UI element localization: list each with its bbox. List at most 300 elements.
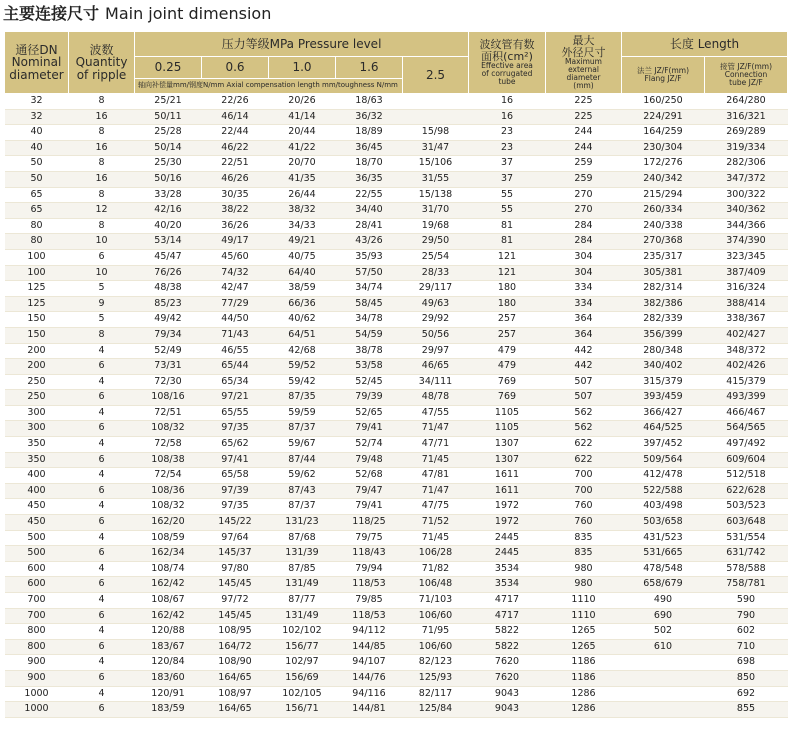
cell-p25: 19/68: [403, 218, 469, 234]
cell-ripple: 4: [69, 593, 135, 609]
cell-flang-length: 282/339: [622, 312, 705, 328]
header-pressure-10: 1.0: [269, 57, 336, 79]
cell-ripple: 4: [69, 374, 135, 390]
cell-p025: 72/30: [135, 374, 202, 390]
cell-flang-length: [622, 686, 705, 702]
cell-p16: 36/35: [336, 171, 403, 187]
cell-p025: 162/20: [135, 515, 202, 531]
cell-area: 1105: [469, 405, 546, 421]
cell-conn-length: 348/372: [705, 343, 788, 359]
header-area-cn2: 面积(cm²): [481, 49, 533, 63]
cell-flang-length: 478/548: [622, 561, 705, 577]
table-row: [5, 312, 788, 328]
cell-ext-diam: 760: [546, 515, 622, 531]
header-area-en3: tube: [498, 76, 516, 86]
cell-p25: 49/63: [403, 296, 469, 312]
cell-p10: 87/77: [269, 593, 336, 609]
cell-p10: 131/49: [269, 577, 336, 593]
cell-p06: 65/55: [202, 405, 269, 421]
cell-p16: 34/74: [336, 281, 403, 297]
cell-area: 257: [469, 312, 546, 328]
cell-p06: 108/95: [202, 624, 269, 640]
cell-ripple: 4: [69, 530, 135, 546]
table-row: [5, 670, 788, 686]
header-ext-cn1: 最大: [572, 34, 595, 48]
cell-p25: 106/60: [403, 608, 469, 624]
cell-p10: 49/21: [269, 234, 336, 250]
cell-flang-length: 305/381: [622, 265, 705, 281]
cell-p06: 44/50: [202, 312, 269, 328]
header-conn-en2: tube JZ/F: [729, 77, 763, 87]
cell-flang-length: 531/665: [622, 546, 705, 562]
cell-area: 16: [469, 94, 546, 110]
cell-area: 1307: [469, 437, 546, 453]
cell-conn-length: 402/427: [705, 327, 788, 343]
cell-area: 9043: [469, 686, 546, 702]
cell-conn-length: 347/372: [705, 171, 788, 187]
cell-p06: 108/90: [202, 655, 269, 671]
cell-area: 16: [469, 109, 546, 125]
cell-area: 479: [469, 343, 546, 359]
cell-ripple: 5: [69, 312, 135, 328]
cell-p25: 71/95: [403, 624, 469, 640]
cell-ext-diam: 244: [546, 140, 622, 156]
cell-p25: 106/48: [403, 577, 469, 593]
cell-conn-length: 415/379: [705, 374, 788, 390]
cell-conn-length: 316/324: [705, 281, 788, 297]
cell-area: 7620: [469, 670, 546, 686]
header-dn: [5, 32, 69, 94]
cell-p10: 59/42: [269, 374, 336, 390]
cell-ripple: 6: [69, 421, 135, 437]
cell-p10: 66/36: [269, 296, 336, 312]
cell-dn: 150: [5, 327, 69, 343]
cell-dn: 800: [5, 639, 69, 655]
cell-flang-length: 280/348: [622, 343, 705, 359]
cell-p06: 97/41: [202, 452, 269, 468]
cell-dn: 40: [5, 125, 69, 141]
header-pressure: 压力等级MPa Pressure level: [135, 32, 469, 57]
cell-p025: 45/47: [135, 249, 202, 265]
table-row: [5, 218, 788, 234]
title-en: Main joint dimension: [105, 4, 272, 23]
table-row: [5, 343, 788, 359]
cell-flang-length: 393/459: [622, 390, 705, 406]
cell-area: 121: [469, 249, 546, 265]
header-area-en1: Effective area: [481, 61, 533, 71]
cell-p16: 79/47: [336, 483, 403, 499]
cell-p025: 108/74: [135, 561, 202, 577]
cell-ext-diam: 1265: [546, 639, 622, 655]
table-row: [5, 702, 788, 718]
cell-flang-length: 240/342: [622, 171, 705, 187]
header-ext-en3: diameter: [566, 73, 601, 83]
cell-ext-diam: 760: [546, 499, 622, 515]
cell-dn: 1000: [5, 686, 69, 702]
table-row: [5, 125, 788, 141]
cell-p025: 52/49: [135, 343, 202, 359]
cell-ext-diam: 562: [546, 405, 622, 421]
cell-p16: 52/68: [336, 468, 403, 484]
cell-area: 23: [469, 140, 546, 156]
cell-ripple: 10: [69, 265, 135, 281]
cell-dn: 400: [5, 483, 69, 499]
cell-flang-length: 282/314: [622, 281, 705, 297]
cell-conn-length: 466/467: [705, 405, 788, 421]
table-body: [5, 94, 788, 718]
cell-p10: 87/43: [269, 483, 336, 499]
cell-dn: 200: [5, 359, 69, 375]
cell-p06: 164/65: [202, 702, 269, 718]
cell-dn: 150: [5, 312, 69, 328]
cell-ext-diam: 259: [546, 171, 622, 187]
cell-dn: 250: [5, 390, 69, 406]
table-row: [5, 639, 788, 655]
cell-p10: 38/32: [269, 203, 336, 219]
cell-p10: 41/22: [269, 140, 336, 156]
cell-ext-diam: 1110: [546, 608, 622, 624]
table-row: [5, 561, 788, 577]
cell-dn: 40: [5, 140, 69, 156]
cell-p025: 49/42: [135, 312, 202, 328]
cell-dn: 125: [5, 296, 69, 312]
cell-p25: [403, 94, 469, 110]
cell-dn: 500: [5, 546, 69, 562]
cell-p06: 65/62: [202, 437, 269, 453]
cell-flang-length: 610: [622, 639, 705, 655]
cell-conn-length: 300/322: [705, 187, 788, 203]
cell-area: 23: [469, 125, 546, 141]
cell-p025: 72/58: [135, 437, 202, 453]
cell-p25: 71/47: [403, 421, 469, 437]
cell-p25: 47/75: [403, 499, 469, 515]
table-row: [5, 296, 788, 312]
cell-p06: 38/22: [202, 203, 269, 219]
cell-ripple: 6: [69, 670, 135, 686]
cell-area: 9043: [469, 702, 546, 718]
header-compensation: 轴向补偿量mm/钢度N/mm Axial compensation length mm/toughness N/mm: [135, 79, 403, 94]
cell-dn: 200: [5, 343, 69, 359]
cell-p025: 108/32: [135, 499, 202, 515]
cell-flang-length: 397/452: [622, 437, 705, 453]
cell-p025: 108/67: [135, 593, 202, 609]
cell-ext-diam: 980: [546, 561, 622, 577]
cell-p10: 87/37: [269, 421, 336, 437]
cell-ext-diam: 225: [546, 109, 622, 125]
cell-p25: 125/84: [403, 702, 469, 718]
cell-flang-length: 490: [622, 593, 705, 609]
cell-p16: 94/107: [336, 655, 403, 671]
cell-p16: 79/85: [336, 593, 403, 609]
table-row: [5, 390, 788, 406]
cell-flang-length: 503/658: [622, 515, 705, 531]
cell-area: 1611: [469, 468, 546, 484]
cell-p10: 34/33: [269, 218, 336, 234]
cell-p16: 18/63: [336, 94, 403, 110]
cell-p06: 97/72: [202, 593, 269, 609]
cell-p25: 31/55: [403, 171, 469, 187]
cell-flang-length: 172/276: [622, 156, 705, 172]
cell-ext-diam: 1286: [546, 702, 622, 718]
cell-conn-length: 710: [705, 639, 788, 655]
cell-ripple: 8: [69, 187, 135, 203]
cell-p06: 22/44: [202, 125, 269, 141]
cell-ext-diam: 980: [546, 577, 622, 593]
cell-flang-length: 164/259: [622, 125, 705, 141]
cell-p06: 65/58: [202, 468, 269, 484]
cell-ripple: 10: [69, 234, 135, 250]
cell-conn-length: 316/321: [705, 109, 788, 125]
cell-flang-length: 240/338: [622, 218, 705, 234]
cell-p025: 25/28: [135, 125, 202, 141]
cell-ext-diam: 507: [546, 374, 622, 390]
cell-area: 1307: [469, 452, 546, 468]
header-ripple-cn: 波数: [89, 42, 114, 57]
cell-p025: 79/34: [135, 327, 202, 343]
header-ripple-en2: of ripple: [76, 67, 127, 82]
cell-p25: 47/55: [403, 405, 469, 421]
cell-area: 37: [469, 156, 546, 172]
cell-ext-diam: 270: [546, 203, 622, 219]
cell-p06: 97/64: [202, 530, 269, 546]
cell-flang-length: 270/368: [622, 234, 705, 250]
cell-p25: 15/138: [403, 187, 469, 203]
cell-p16: 94/112: [336, 624, 403, 640]
table-row: [5, 468, 788, 484]
cell-conn-length: 692: [705, 686, 788, 702]
cell-p10: 64/40: [269, 265, 336, 281]
cell-p16: 144/85: [336, 639, 403, 655]
cell-p16: 18/70: [336, 156, 403, 172]
cell-ripple: 4: [69, 405, 135, 421]
cell-conn-length: 531/554: [705, 530, 788, 546]
cell-p025: 108/38: [135, 452, 202, 468]
cell-ext-diam: 507: [546, 390, 622, 406]
cell-area: 7620: [469, 655, 546, 671]
cell-p10: 64/51: [269, 327, 336, 343]
cell-p06: 97/35: [202, 499, 269, 515]
table-row: [5, 94, 788, 110]
cell-p25: 15/106: [403, 156, 469, 172]
cell-conn-length: 790: [705, 608, 788, 624]
cell-area: 5822: [469, 639, 546, 655]
cell-p06: 22/26: [202, 94, 269, 110]
table-row: [5, 515, 788, 531]
cell-p06: 71/43: [202, 327, 269, 343]
cell-dn: 450: [5, 499, 69, 515]
cell-conn-length: 698: [705, 655, 788, 671]
table-row: [5, 624, 788, 640]
cell-p025: 53/14: [135, 234, 202, 250]
table-row: [5, 374, 788, 390]
cell-ext-diam: 270: [546, 187, 622, 203]
cell-p06: 36/26: [202, 218, 269, 234]
cell-flang-length: 403/498: [622, 499, 705, 515]
header-flang: [622, 57, 705, 94]
cell-p25: 28/33: [403, 265, 469, 281]
cell-p16: 79/75: [336, 530, 403, 546]
cell-dn: 250: [5, 374, 69, 390]
cell-flang-length: 658/679: [622, 577, 705, 593]
cell-p16: 79/94: [336, 561, 403, 577]
table-row: [5, 686, 788, 702]
cell-flang-length: 230/304: [622, 140, 705, 156]
cell-ripple: 8: [69, 327, 135, 343]
cell-ripple: 4: [69, 686, 135, 702]
cell-p06: 22/51: [202, 156, 269, 172]
cell-conn-length: 850: [705, 670, 788, 686]
cell-p06: 145/22: [202, 515, 269, 531]
cell-p25: 106/60: [403, 639, 469, 655]
cell-p025: 72/51: [135, 405, 202, 421]
cell-ext-diam: 835: [546, 530, 622, 546]
cell-conn-length: 344/366: [705, 218, 788, 234]
cell-area: 1972: [469, 499, 546, 515]
cell-p025: 120/84: [135, 655, 202, 671]
cell-p06: 74/32: [202, 265, 269, 281]
page-title: [3, 2, 271, 26]
cell-p25: 71/45: [403, 452, 469, 468]
cell-p10: 38/59: [269, 281, 336, 297]
cell-dn: 80: [5, 234, 69, 250]
header-conn-cn: 接管 JZ/F(mm): [719, 62, 773, 72]
cell-p10: 156/77: [269, 639, 336, 655]
cell-dn: 450: [5, 515, 69, 531]
cell-conn-length: 374/390: [705, 234, 788, 250]
cell-p025: 108/59: [135, 530, 202, 546]
cell-p25: 50/56: [403, 327, 469, 343]
cell-dn: 100: [5, 265, 69, 281]
cell-conn-length: 622/628: [705, 483, 788, 499]
cell-conn-length: 264/280: [705, 94, 788, 110]
cell-p25: 47/81: [403, 468, 469, 484]
cell-p25: 15/98: [403, 125, 469, 141]
cell-area: 180: [469, 296, 546, 312]
table-row: [5, 187, 788, 203]
cell-conn-length: 269/289: [705, 125, 788, 141]
cell-p025: 50/14: [135, 140, 202, 156]
cell-p16: 22/55: [336, 187, 403, 203]
cell-area: 769: [469, 390, 546, 406]
cell-conn-length: 855: [705, 702, 788, 718]
cell-p10: 59/62: [269, 468, 336, 484]
cell-dn: 65: [5, 203, 69, 219]
cell-flang-length: 464/525: [622, 421, 705, 437]
cell-flang-length: [622, 670, 705, 686]
cell-p25: 29/97: [403, 343, 469, 359]
cell-ripple: 4: [69, 343, 135, 359]
cell-p025: 108/16: [135, 390, 202, 406]
cell-p025: 120/91: [135, 686, 202, 702]
cell-p06: 45/60: [202, 249, 269, 265]
cell-p06: 46/55: [202, 343, 269, 359]
cell-dn: 900: [5, 655, 69, 671]
cell-p06: 30/35: [202, 187, 269, 203]
cell-area: 3534: [469, 577, 546, 593]
table-row: [5, 140, 788, 156]
cell-ripple: 6: [69, 702, 135, 718]
table-row: [5, 249, 788, 265]
table-row: [5, 265, 788, 281]
header-ext-en1: Maximum: [565, 57, 602, 67]
dimension-table: [4, 31, 788, 718]
cell-p06: 46/22: [202, 140, 269, 156]
cell-ext-diam: 284: [546, 218, 622, 234]
cell-p25: 47/71: [403, 437, 469, 453]
cell-area: 2445: [469, 530, 546, 546]
cell-ripple: 6: [69, 515, 135, 531]
cell-p16: 53/58: [336, 359, 403, 375]
cell-p10: 41/35: [269, 171, 336, 187]
cell-flang-length: 412/478: [622, 468, 705, 484]
cell-p025: 85/23: [135, 296, 202, 312]
cell-p06: 42/47: [202, 281, 269, 297]
cell-p16: 118/43: [336, 546, 403, 562]
cell-flang-length: 160/250: [622, 94, 705, 110]
cell-p16: 28/41: [336, 218, 403, 234]
cell-p025: 48/38: [135, 281, 202, 297]
cell-ripple: 5: [69, 281, 135, 297]
header-dn-cn: 通径DN: [15, 42, 58, 57]
cell-p10: 59/67: [269, 437, 336, 453]
cell-dn: 700: [5, 593, 69, 609]
cell-p25: 125/93: [403, 670, 469, 686]
cell-p06: 97/21: [202, 390, 269, 406]
cell-p06: 145/45: [202, 608, 269, 624]
cell-p16: 79/48: [336, 452, 403, 468]
cell-area: 81: [469, 234, 546, 250]
cell-conn-length: 503/523: [705, 499, 788, 515]
table-row: [5, 608, 788, 624]
cell-p25: 71/45: [403, 530, 469, 546]
cell-p25: 46/65: [403, 359, 469, 375]
cell-p16: 94/116: [336, 686, 403, 702]
cell-p10: 41/14: [269, 109, 336, 125]
cell-conn-length: 388/414: [705, 296, 788, 312]
cell-dn: 500: [5, 530, 69, 546]
title-cn: 主要连接尺寸: [3, 4, 100, 23]
cell-ext-diam: 562: [546, 421, 622, 437]
cell-p025: 42/16: [135, 203, 202, 219]
cell-p25: 106/28: [403, 546, 469, 562]
cell-p25: 71/47: [403, 483, 469, 499]
table-row: [5, 281, 788, 297]
cell-p16: 144/81: [336, 702, 403, 718]
cell-dn: 1000: [5, 702, 69, 718]
cell-p25: 82/117: [403, 686, 469, 702]
cell-area: 1105: [469, 421, 546, 437]
cell-ripple: 6: [69, 546, 135, 562]
header-ripple: [69, 32, 135, 94]
table-row: [5, 203, 788, 219]
cell-ext-diam: 835: [546, 546, 622, 562]
header-ripple-en1: Quantity: [75, 55, 128, 70]
cell-p025: 120/88: [135, 624, 202, 640]
cell-p10: 102/105: [269, 686, 336, 702]
cell-p10: 40/75: [269, 249, 336, 265]
header-pressure-16: 1.6: [336, 57, 403, 79]
cell-ext-diam: 304: [546, 249, 622, 265]
cell-p16: 118/25: [336, 515, 403, 531]
cell-area: 1611: [469, 483, 546, 499]
header-ext-diam: [546, 32, 622, 94]
cell-flang-length: [622, 655, 705, 671]
cell-p025: 162/42: [135, 577, 202, 593]
cell-ext-diam: 364: [546, 312, 622, 328]
cell-p16: 35/93: [336, 249, 403, 265]
cell-p025: 183/67: [135, 639, 202, 655]
cell-area: 1972: [469, 515, 546, 531]
